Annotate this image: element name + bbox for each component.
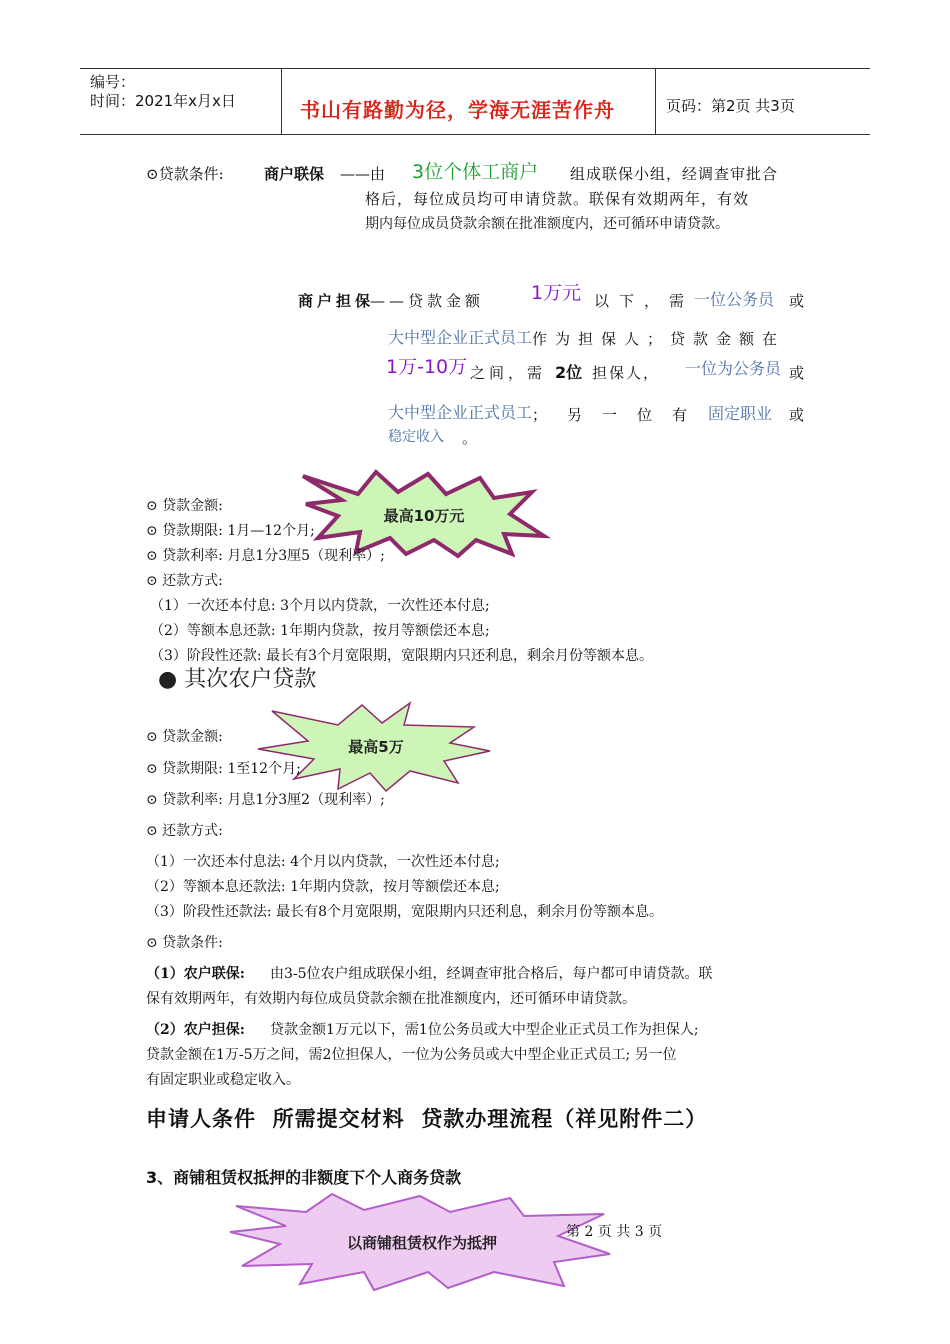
header-divider-2 bbox=[655, 68, 656, 134]
page-footer: 第 2 页 共 3 页 bbox=[566, 1224, 663, 1240]
farmer-cond: ⊙ 贷款条件: bbox=[146, 935, 223, 951]
merchant-civil-1: 一位公务员 bbox=[694, 290, 775, 309]
farmer-repay-1: （1）一次还本付息法: 4个月以内贷款，一次性还本付息; bbox=[146, 854, 500, 870]
farmer-guarantee-text-1: 贷款金额1万元以下，需1位公务员或大中型企业正式员工作为担保人; bbox=[270, 1022, 699, 1038]
header-bottom-rule bbox=[80, 134, 870, 135]
application-links-heading: 申请人条件 所需提交材料 贷款办理流程（祥见附件二） bbox=[146, 1106, 708, 1131]
farmer-loan-title: ● 其次农户贷款 bbox=[158, 667, 317, 692]
merchant-rate: ⊙ 贷款利率: 月息1分3厘5（现利率）; bbox=[146, 548, 385, 564]
merchant-between-need: 之间，需 bbox=[470, 364, 547, 382]
merchant-stable-income: 稳定收入 bbox=[388, 429, 444, 445]
merchant-cond-prefix: ⊙贷款条件: bbox=[146, 165, 224, 183]
merchant-amount-2: 1万-10万 bbox=[386, 356, 468, 378]
merchant-another: ；另一位有 bbox=[532, 406, 708, 424]
merchant-union-text-1: 组成联保小组，经调查审批合 bbox=[570, 165, 779, 183]
merchant-union-text-2: 格后，每位成员均可申请贷款。联保有效期两年，有效 bbox=[365, 190, 750, 208]
merchant-or-2: 或 bbox=[789, 364, 805, 382]
merchant-or-3: 或 bbox=[789, 406, 805, 424]
merchant-guarantors-word: 担保人， bbox=[592, 364, 661, 382]
merchant-two-guarantors: 2位 bbox=[555, 363, 583, 382]
header-page-info: 页码：第2页 共3页 bbox=[666, 97, 795, 115]
lease-mortgage-label: 以商铺租赁权作为抵押 bbox=[346, 1234, 498, 1252]
merchant-below-need: 以下，需 bbox=[594, 292, 695, 310]
header-divider-1 bbox=[281, 68, 282, 134]
merchant-union-highlight: 3位个体工商户 bbox=[412, 161, 539, 183]
merchant-repay-3: （3）阶段性还款: 最长有3个月宽限期，宽限期内只还利息，剩余月份等额本息。 bbox=[150, 648, 653, 664]
merchant-repay-1: （1）一次还本付息: 3个月以内贷款，一次性还本付息; bbox=[150, 598, 490, 614]
merchant-as-guarantor: 作为担保人；贷款金额在 bbox=[532, 330, 786, 348]
merchant-max-amount-label: 最高10万元 bbox=[383, 507, 465, 525]
merchant-amount-label: ⊙ 贷款金额: bbox=[146, 498, 223, 514]
merchant-fixed-job: 固定职业 bbox=[708, 404, 773, 423]
farmer-repay-3: （3）阶段性还款法: 最长有8个月宽限期，宽限期内只还利息，剩余月份等额本息。 bbox=[146, 904, 663, 920]
section-3-heading: 3、商铺租赁权抵押的非额度下个人商务贷款 bbox=[146, 1168, 462, 1187]
merchant-repay-2: （2）等额本息还款: 1年期内贷款，按月等额偿还本息; bbox=[150, 623, 490, 639]
farmer-term: ⊙ 贷款期限: 1至12个月; bbox=[146, 761, 301, 777]
farmer-guarantee-text-3: 有固定职业或稳定收入。 bbox=[146, 1072, 300, 1088]
merchant-guarantee-dash: ——贷款金额 bbox=[370, 292, 485, 310]
farmer-repay: ⊙ 还款方式: bbox=[146, 823, 223, 839]
farmer-union-text-1: 由3-5位农户组成联保小组，经调查审批合格后，每户都可申请贷款。联 bbox=[270, 966, 713, 982]
merchant-term: ⊙ 贷款期限: 1月—12个月; bbox=[146, 523, 315, 539]
header-date: 时间：2021年x月x日 bbox=[90, 92, 236, 110]
farmer-amount-label: ⊙ 贷款金额: bbox=[146, 729, 223, 745]
merchant-civil-2: 一位为公务员 bbox=[685, 359, 782, 378]
header-top-rule bbox=[80, 68, 870, 69]
merchant-union-dash: ——由 bbox=[340, 165, 386, 183]
merchant-period-end: 。 bbox=[462, 429, 478, 447]
farmer-max-amount-label: 最高5万 bbox=[348, 738, 404, 756]
merchant-enterprise-1: 大中型企业正式员工 bbox=[388, 328, 533, 347]
merchant-guarantee-label: 商户担保 bbox=[298, 292, 375, 310]
farmer-max-amount-starburst bbox=[254, 703, 494, 793]
header-motto: 书山有路勤为径，学海无涯苦作舟 bbox=[300, 98, 615, 122]
merchant-or-1: 或 bbox=[789, 292, 805, 310]
merchant-enterprise-2: 大中型企业正式员工 bbox=[388, 403, 533, 422]
header-number: 编号： bbox=[90, 73, 136, 91]
farmer-guarantee-label: （2）农户担保: bbox=[146, 1022, 245, 1038]
farmer-guarantee-text-2: 贷款金额在1万-5万之间，需2位担保人，一位为公务员或大中型企业正式员工; 另一位 bbox=[146, 1047, 677, 1063]
merchant-amount-1: 1万元 bbox=[531, 282, 582, 304]
farmer-union-text-2: 保有效期两年，有效期内每位成员贷款余额在批准额度内，还可循环申请贷款。 bbox=[146, 991, 636, 1007]
farmer-rate: ⊙ 贷款利率: 月息1分3厘2（现利率）; bbox=[146, 792, 385, 808]
farmer-union-label: （1）农户联保: bbox=[146, 966, 245, 982]
merchant-union-text-3: 期内每位成员贷款余额在批准额度内，还可循环申请贷款。 bbox=[365, 216, 729, 232]
farmer-repay-2: （2）等额本息还款法: 1年期内贷款，按月等额偿还本息; bbox=[146, 879, 500, 895]
lease-mortgage-starburst bbox=[228, 1192, 618, 1292]
merchant-union-label: 商户联保 bbox=[264, 165, 325, 183]
merchant-repay: ⊙ 还款方式: bbox=[146, 573, 223, 589]
